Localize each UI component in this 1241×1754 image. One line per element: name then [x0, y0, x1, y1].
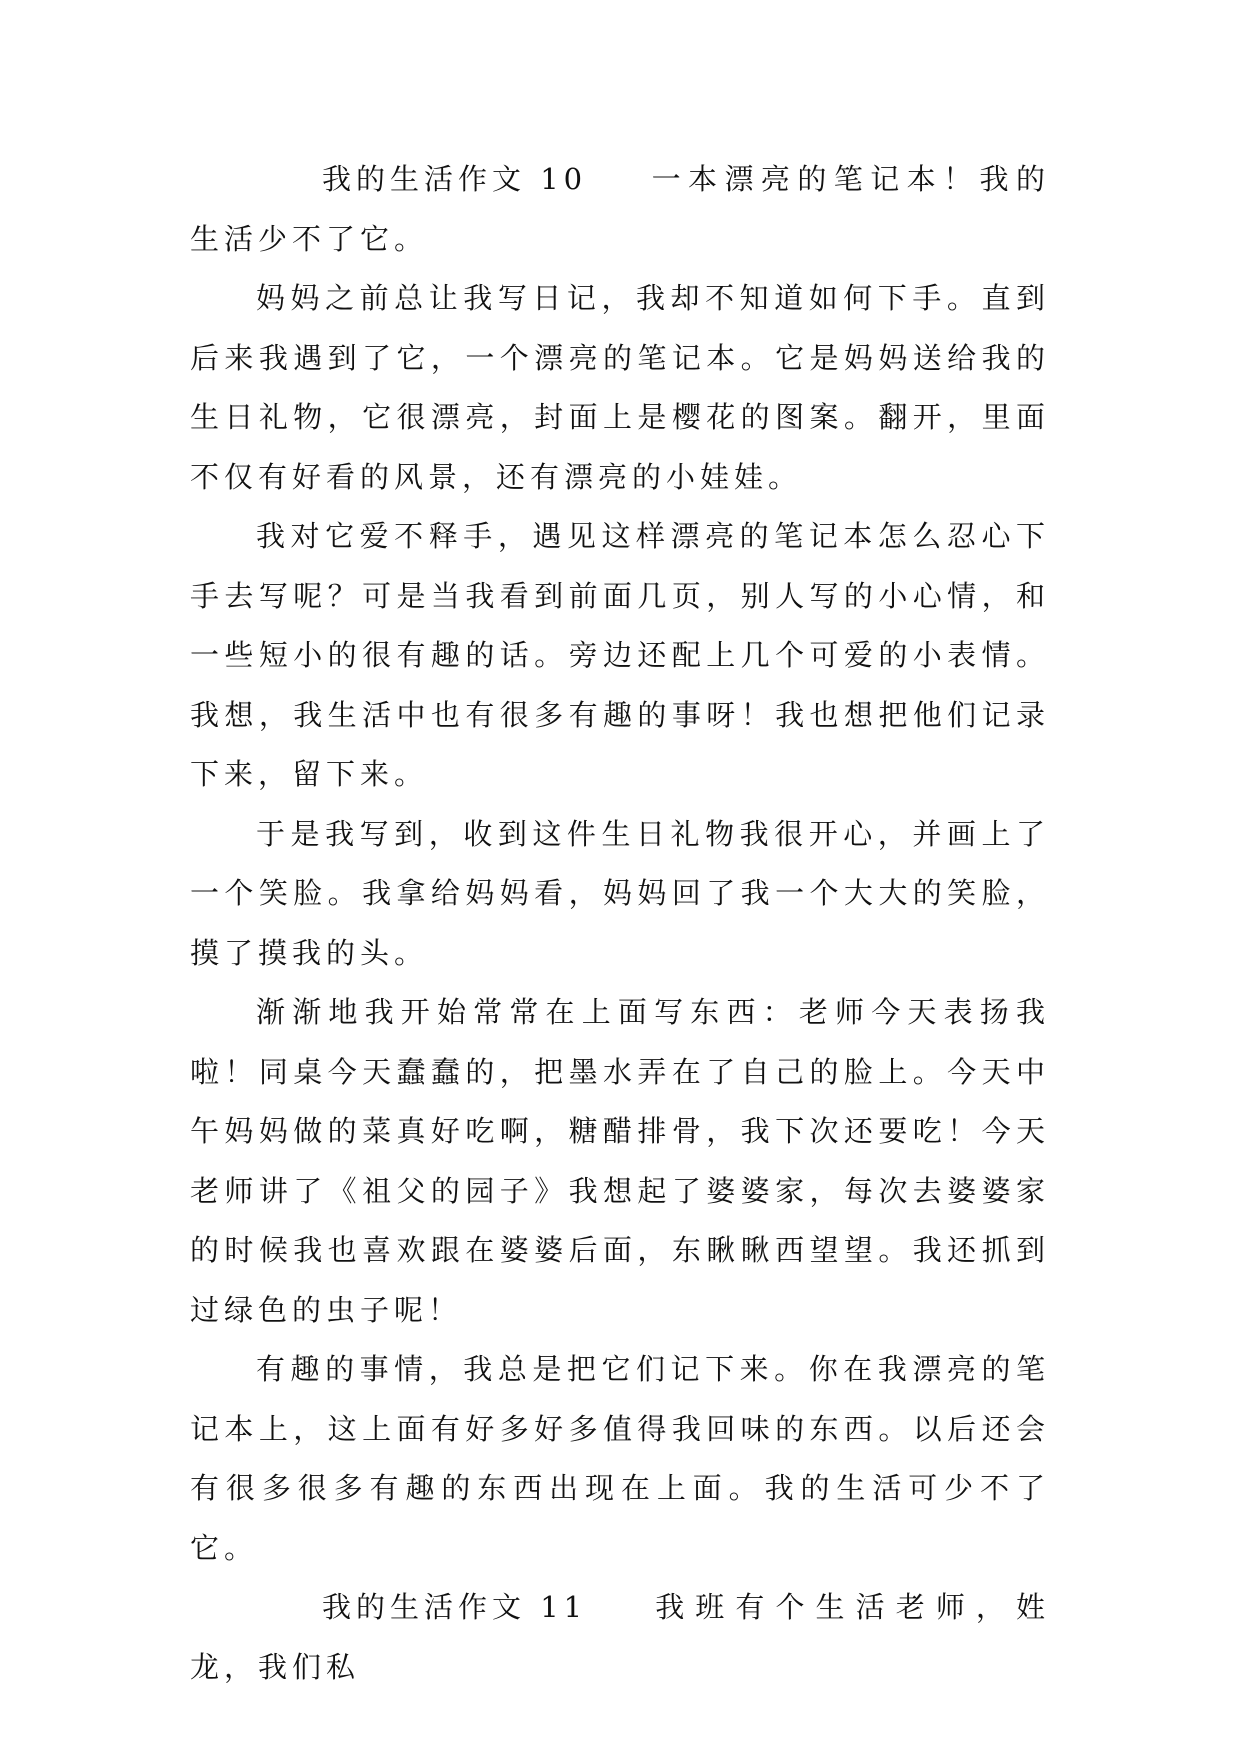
essay-heading-10: 我的生活作文 10 — [322, 162, 588, 196]
essay-paragraph-11-title — [190, 1578, 1050, 1697]
essay-body — [190, 150, 1050, 1697]
essay-paragraph: 有趣的事情，我总是把它们记下来。你在我漂亮的笔记本上，这上面有好多好多值得我回味的东西。以后还会有很多很多有趣的东西出现在上面。我的生活可少不了它。 — [190, 1352, 1050, 1565]
essay-paragraph: 渐渐地我开始常常在上面写东西：老师今天表扬我啦！同桌今天蠢蠢的，把墨水弄在了自己的脸上。今天中午妈妈做的菜真好吃啊，糖醋排骨，我下次还要吃！今天老师讲了《祖父的园子》我想起了婆婆家，每次去婆婆家的时候我也喜欢跟在婆婆后面，东瞅瞅西望望。我还抓到过绿色的虫子呢！ — [190, 995, 1050, 1327]
essay-paragraph: 我对它爱不释手，遇见这样漂亮的笔记本怎么忍心下手去写呢？可是当我看到前面几页，别人写的小心情，和一些短小的很有趣的话。旁边还配上几个可爱的小表情。我想，我生活中也有很多有趣的事呀！我也想把他们记录下来，留下来。 — [190, 519, 1050, 791]
essay-paragraph: 于是我写到，收到这件生日礼物我很开心，并画上了一个笑脸。我拿给妈妈看，妈妈回了我一个大大的笑脸，摸了摸我的头。 — [190, 816, 1050, 970]
essay-heading-11: 我的生活作文 11 — [322, 1590, 588, 1624]
paragraph-text: 一本漂亮的笔记本！我的生活少不了它。 — [190, 162, 1050, 256]
essay-paragraph-10-title — [190, 150, 1050, 269]
paragraph-text: 我班有个生活老师，姓龙，我们私 — [190, 1590, 1050, 1684]
essay-paragraph: 妈妈之前总让我写日记，我却不知道如何下手。直到后来我遇到了它，一个漂亮的笔记本。它是妈妈送给我的生日礼物，它很漂亮，封面上是樱花的图案。翻开，里面不仅有好看的风景，还有漂亮的小娃娃。 — [190, 281, 1050, 494]
